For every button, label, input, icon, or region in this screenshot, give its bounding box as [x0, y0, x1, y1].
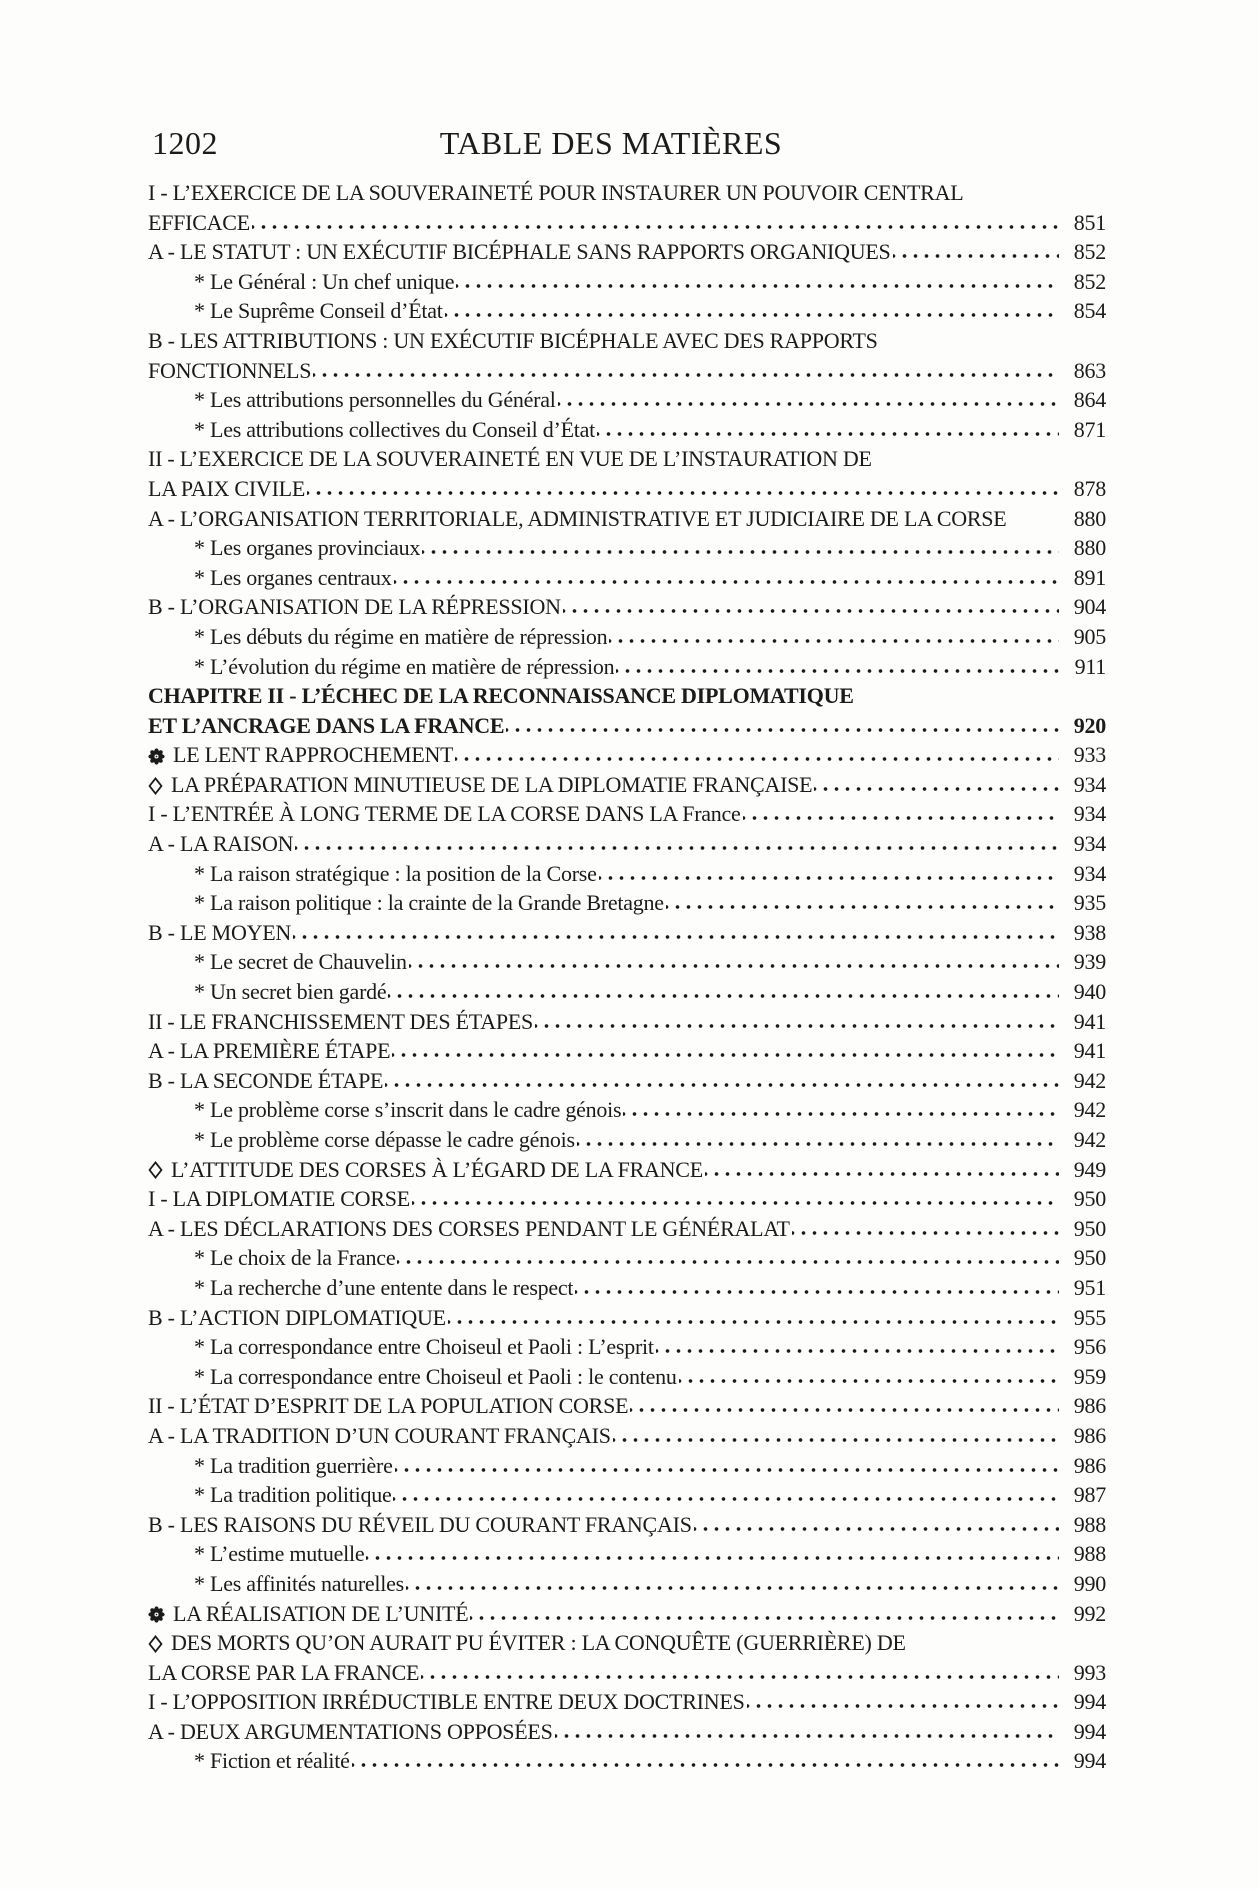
- page-number: 956: [1073, 1334, 1106, 1360]
- toc-entry-text: II - L’EXERCICE DE LA SOUVERAINETÉ EN VUE DE L’INSTAURATION DE: [148, 446, 872, 472]
- page-number: 852: [1073, 268, 1106, 294]
- toc-entry: [148, 977, 1106, 1007]
- toc-entry-text: A - LA RAISON: [148, 831, 294, 857]
- toc-entry-text: B - LES ATTRIBUTIONS : UN EXÉCUTIF BICÉPHALE AVEC DES RAPPORTS: [148, 327, 878, 353]
- page-number: 905: [1073, 623, 1106, 649]
- dot-leader: [535, 1020, 1059, 1029]
- toc-entry: [148, 1332, 1106, 1362]
- page-number: 955: [1073, 1304, 1106, 1330]
- toc-entry-text: LE LENT RAPPROCHEMENT: [173, 742, 454, 768]
- toc-entry-text: LA RÉALISATION DE L’UNITÉ: [173, 1600, 469, 1626]
- page-number: 935: [1073, 890, 1106, 916]
- toc-entry-text: A - LA TRADITION D’UN COURANT FRANÇAIS: [148, 1422, 611, 1448]
- toc-entry-text: * Le secret de Chauvelin: [194, 949, 407, 975]
- page-number: 993: [1073, 1659, 1106, 1685]
- toc-entry: [148, 563, 1106, 593]
- toc-entry: [148, 918, 1106, 948]
- toc-entry-text: * Les attributions collectives du Conseil d’État: [194, 416, 596, 442]
- dot-leader: [694, 1523, 1059, 1532]
- page-number: 994: [1073, 1718, 1106, 1744]
- toc-entry-text: * Le problème corse s’inscrit dans le cadre génois: [194, 1097, 622, 1123]
- page-number: 911: [1074, 653, 1106, 679]
- dot-leader: [597, 428, 1059, 437]
- page-number: 988: [1073, 1541, 1106, 1567]
- toc-entry: [148, 533, 1106, 563]
- toc-entry: [148, 1510, 1106, 1540]
- dot-leader: [422, 546, 1059, 555]
- toc-entry: [148, 1125, 1106, 1155]
- page-number: 951: [1073, 1274, 1106, 1300]
- dot-leader: [656, 1345, 1059, 1354]
- toc-entry: [148, 1155, 1106, 1185]
- toc-entry: [148, 1273, 1106, 1303]
- toc-entry: [148, 1480, 1106, 1510]
- toc-entry: [148, 1066, 1106, 1096]
- page-number: 990: [1073, 1570, 1106, 1596]
- rosette-icon: [148, 1606, 165, 1623]
- toc-entry-text: * Les débuts du régime en matière de répression: [194, 623, 608, 649]
- toc-entry: [148, 1421, 1106, 1451]
- dot-leader: [814, 783, 1059, 792]
- toc-entry: [148, 740, 1106, 770]
- page-number: 994: [1073, 1748, 1106, 1774]
- diamond-icon: [148, 1161, 163, 1179]
- toc-entry: [148, 178, 1106, 208]
- page-number: 992: [1073, 1600, 1106, 1626]
- toc-entry-text: LA PAIX CIVILE: [148, 475, 306, 501]
- rosette-icon: [148, 748, 165, 765]
- toc-entry-text: B - LES RAISONS DU RÉVEIL DU COURANT FRANÇAIS: [148, 1511, 692, 1537]
- toc-entry-text: * Les affinités naturelles: [194, 1570, 404, 1596]
- toc-entry: [148, 237, 1106, 267]
- dot-leader: [679, 1375, 1059, 1384]
- toc-entry-text: I - L’EXERCICE DE LA SOUVERAINETÉ POUR INSTAURER UN POUVOIR CENTRAL: [148, 180, 964, 205]
- toc-entry-text: * La tradition guerrière: [194, 1452, 393, 1478]
- toc-entry: [148, 711, 1106, 741]
- toc-entry: [148, 444, 1106, 474]
- toc-entry: [148, 1599, 1106, 1629]
- toc-entry-text: CHAPITRE II - L’ÉCHEC DE LA RECONNAISSANCE DIPLOMATIQUE: [148, 683, 854, 709]
- toc-entry-text: * Un secret bien gardé: [194, 979, 387, 1005]
- dot-leader: [623, 1108, 1059, 1117]
- dot-leader: [577, 1138, 1059, 1147]
- toc-entry: [148, 652, 1106, 682]
- page-number: 904: [1073, 594, 1106, 620]
- toc-entry: [148, 859, 1106, 889]
- dot-leader: [393, 1493, 1059, 1502]
- dot-leader: [555, 1730, 1059, 1739]
- toc-entry-text: A - L’ORGANISATION TERRITORIALE, ADMINISTRATIVE ET JUDICIAIRE DE LA CORSE: [148, 505, 1007, 531]
- toc-entry: [148, 681, 1106, 711]
- page-number: 891: [1073, 564, 1106, 590]
- toc-entry: [148, 1243, 1106, 1273]
- page-number: 852: [1073, 239, 1106, 265]
- dot-leader: [409, 960, 1059, 969]
- page-number: 934: [1073, 801, 1106, 827]
- toc-entry: [148, 1007, 1106, 1037]
- toc-entry: [148, 799, 1106, 829]
- toc-entry: [148, 888, 1106, 918]
- table-of-contents: [148, 178, 1106, 1776]
- dot-leader: [448, 1316, 1059, 1325]
- dot-leader: [421, 1671, 1059, 1680]
- toc-entry: [148, 592, 1106, 622]
- toc-entry-text: * La raison stratégique : la position de la Corse: [194, 860, 597, 886]
- dot-leader: [599, 872, 1059, 881]
- dot-leader: [792, 1227, 1059, 1236]
- toc-entry-text: DES MORTS QU’ON AURAIT PU ÉVITER : LA CONQUÊTE (GUERRIÈRE) DE: [171, 1630, 906, 1656]
- toc-entry-text: LA CORSE PAR LA FRANCE: [148, 1659, 420, 1685]
- page-number: 986: [1073, 1422, 1106, 1448]
- toc-entry: [148, 1717, 1106, 1747]
- toc-entry-text: EFFICACE: [148, 209, 250, 235]
- dot-leader: [394, 576, 1059, 585]
- toc-entry: [148, 622, 1106, 652]
- page-number: 940: [1073, 979, 1106, 1005]
- dot-leader: [558, 398, 1059, 407]
- toc-entry-text: * Les organes centraux: [194, 564, 392, 590]
- toc-entry: [148, 1391, 1106, 1421]
- toc-entry-text: * L’évolution du régime en matière de répression: [194, 653, 615, 679]
- dot-leader: [313, 369, 1059, 378]
- dot-leader: [705, 1168, 1059, 1177]
- toc-entry: [148, 770, 1106, 800]
- toc-entry: [148, 356, 1106, 386]
- toc-entry: [148, 1036, 1106, 1066]
- dot-leader: [630, 1404, 1059, 1413]
- page-number: 986: [1073, 1393, 1106, 1419]
- toc-entry: [148, 829, 1106, 859]
- page-number: 863: [1073, 357, 1106, 383]
- dot-leader: [252, 221, 1059, 230]
- toc-entry-text: * Le choix de la France: [194, 1245, 396, 1271]
- page-number: 949: [1073, 1156, 1106, 1182]
- toc-entry-text: I - LA DIPLOMATIE CORSE: [148, 1186, 410, 1212]
- toc-entry: [148, 504, 1106, 534]
- page-number: 950: [1073, 1186, 1106, 1212]
- toc-entry-text: * La tradition politique: [194, 1482, 392, 1508]
- toc-entry: [148, 1658, 1106, 1688]
- toc-entry-text: I - L’ENTRÉE À LONG TERME DE LA CORSE DANS LA France: [148, 801, 741, 827]
- toc-entry: [148, 1214, 1106, 1244]
- dot-leader: [406, 1582, 1059, 1591]
- toc-entry: [148, 326, 1106, 356]
- dot-leader: [456, 280, 1059, 289]
- toc-entry: [148, 474, 1106, 504]
- page-number: 871: [1073, 416, 1106, 442]
- page-number: 942: [1073, 1097, 1106, 1123]
- toc-entry-text: * La correspondance entre Choiseul et Paoli : le contenu: [194, 1363, 677, 1389]
- toc-entry: [148, 1687, 1106, 1717]
- dot-leader: [455, 753, 1059, 762]
- toc-entry-text: * Fiction et réalité: [194, 1748, 350, 1774]
- page-number: 851: [1073, 209, 1106, 235]
- page-number: 864: [1073, 387, 1106, 413]
- toc-entry-text: * Le problème corse dépasse le cadre génois: [194, 1127, 575, 1152]
- dot-leader: [563, 605, 1059, 614]
- toc-entry-text: * L’estime mutuelle: [194, 1541, 365, 1567]
- dot-leader: [445, 309, 1059, 318]
- page-number: 920: [1073, 712, 1106, 738]
- toc-entry-text: II - L’ÉTAT D’ESPRIT DE LA POPULATION CORSE: [148, 1393, 629, 1419]
- dot-leader: [388, 990, 1059, 999]
- dot-leader: [743, 812, 1059, 821]
- toc-entry-text: * La raison politique : la crainte de la Grande Bretagne: [194, 890, 664, 916]
- page-title: TABLE DES MATIÈRES: [439, 125, 783, 161]
- page-number: 934: [1073, 831, 1106, 857]
- dot-leader: [613, 1434, 1059, 1443]
- toc-entry-text: * Les attributions personnelles du Général: [194, 387, 556, 413]
- dot-leader: [666, 901, 1059, 910]
- toc-entry-text: * La correspondance entre Choiseul et Paoli : L’esprit: [194, 1334, 654, 1360]
- toc-entry: [148, 267, 1106, 297]
- page-number: 988: [1073, 1511, 1106, 1537]
- folio-number: 1202: [152, 125, 218, 161]
- toc-entry-text: * Les organes provinciaux: [194, 535, 421, 561]
- page-number: 938: [1073, 919, 1106, 945]
- page-number: 950: [1073, 1215, 1106, 1241]
- dot-leader: [366, 1552, 1059, 1561]
- toc-entry-text: FONCTIONNELS: [148, 357, 312, 383]
- dot-leader: [506, 724, 1059, 733]
- toc-entry-text: A - LE STATUT : UN EXÉCUTIF BICÉPHALE SANS RAPPORTS ORGANIQUES: [148, 239, 891, 265]
- dot-leader: [385, 1079, 1059, 1088]
- dot-leader: [395, 1464, 1059, 1473]
- page-number: 880: [1073, 505, 1106, 531]
- toc-entry: [148, 1451, 1106, 1481]
- page-number: 942: [1073, 1127, 1106, 1152]
- page-number: 880: [1073, 535, 1106, 561]
- page-number: 939: [1073, 949, 1106, 975]
- dot-leader: [1008, 517, 1059, 526]
- toc-entry-text: * Le Suprême Conseil d’État: [194, 298, 443, 324]
- dot-leader: [609, 635, 1059, 644]
- toc-entry: [148, 1569, 1106, 1599]
- dot-leader: [295, 842, 1059, 851]
- page-number: 933: [1073, 742, 1106, 768]
- dot-leader: [392, 1049, 1059, 1058]
- dot-leader: [397, 1256, 1059, 1265]
- toc-entry-text: II - LE FRANCHISSEMENT DES ÉTAPES: [148, 1008, 533, 1034]
- dot-leader: [893, 250, 1059, 259]
- page-number: 854: [1073, 298, 1106, 324]
- page-number: 959: [1073, 1363, 1106, 1389]
- toc-entry-text: I - L’OPPOSITION IRRÉDUCTIBLE ENTRE DEUX DOCTRINES: [148, 1689, 745, 1715]
- diamond-icon: [148, 777, 163, 795]
- toc-entry: [148, 1184, 1106, 1214]
- toc-entry-text: A - LES DÉCLARATIONS DES CORSES PENDANT LE GÉNÉRALAT: [148, 1215, 790, 1241]
- dot-leader: [616, 665, 1059, 674]
- diamond-icon: [148, 1635, 163, 1653]
- dot-leader: [412, 1197, 1059, 1206]
- dot-leader: [293, 931, 1059, 940]
- toc-entry-text: * Le Général : Un chef unique: [194, 268, 455, 294]
- toc-entry: [148, 208, 1106, 238]
- toc-entry: [148, 385, 1106, 415]
- page-number: 934: [1073, 860, 1106, 886]
- toc-entry: [148, 1628, 1106, 1658]
- toc-entry-text: A - LA PREMIÈRE ÉTAPE: [148, 1038, 391, 1064]
- toc-entry-text: ET L’ANCRAGE DANS LA FRANCE: [148, 712, 505, 738]
- toc-entry-text: B - L’ORGANISATION DE LA RÉPRESSION: [148, 594, 561, 620]
- toc-entry: [148, 947, 1106, 977]
- toc-entry: [148, 1303, 1106, 1333]
- toc-entry: [148, 415, 1106, 445]
- page-number: 934: [1073, 771, 1106, 797]
- toc-entry-text: B - LA SECONDE ÉTAPE: [148, 1067, 384, 1093]
- toc-entry-text: B - L’ACTION DIPLOMATIQUE: [148, 1304, 446, 1330]
- toc-entry: [148, 1746, 1106, 1776]
- page-number: 950: [1073, 1245, 1106, 1271]
- toc-entry-text: * La recherche d’une entente dans le respect: [194, 1274, 574, 1300]
- page-number: 942: [1073, 1067, 1106, 1093]
- page-header: [152, 124, 1110, 164]
- toc-entry-text: L’ATTITUDE DES CORSES À L’ÉGARD DE LA FRANCE: [171, 1156, 703, 1182]
- dot-leader: [352, 1759, 1059, 1768]
- toc-entry: [148, 1095, 1106, 1125]
- dot-leader: [747, 1700, 1059, 1709]
- page-number: 941: [1073, 1038, 1106, 1064]
- page-number: 986: [1073, 1452, 1106, 1478]
- toc-entry: [148, 296, 1106, 326]
- toc-entry: [148, 1539, 1106, 1569]
- dot-leader: [307, 487, 1059, 496]
- dot-leader: [575, 1286, 1059, 1295]
- page-number: 994: [1073, 1689, 1106, 1715]
- page-number: 878: [1073, 475, 1106, 501]
- page-number: 987: [1073, 1482, 1106, 1508]
- toc-entry-text: LA PRÉPARATION MINUTIEUSE DE LA DIPLOMATIE FRANÇAISE: [171, 771, 813, 797]
- toc-entry-text: A - DEUX ARGUMENTATIONS OPPOSÉES: [148, 1718, 553, 1744]
- toc-entry-text: B - LE MOYEN: [148, 919, 292, 945]
- dot-leader: [470, 1612, 1059, 1621]
- page-number: 941: [1073, 1008, 1106, 1034]
- toc-entry: [148, 1362, 1106, 1392]
